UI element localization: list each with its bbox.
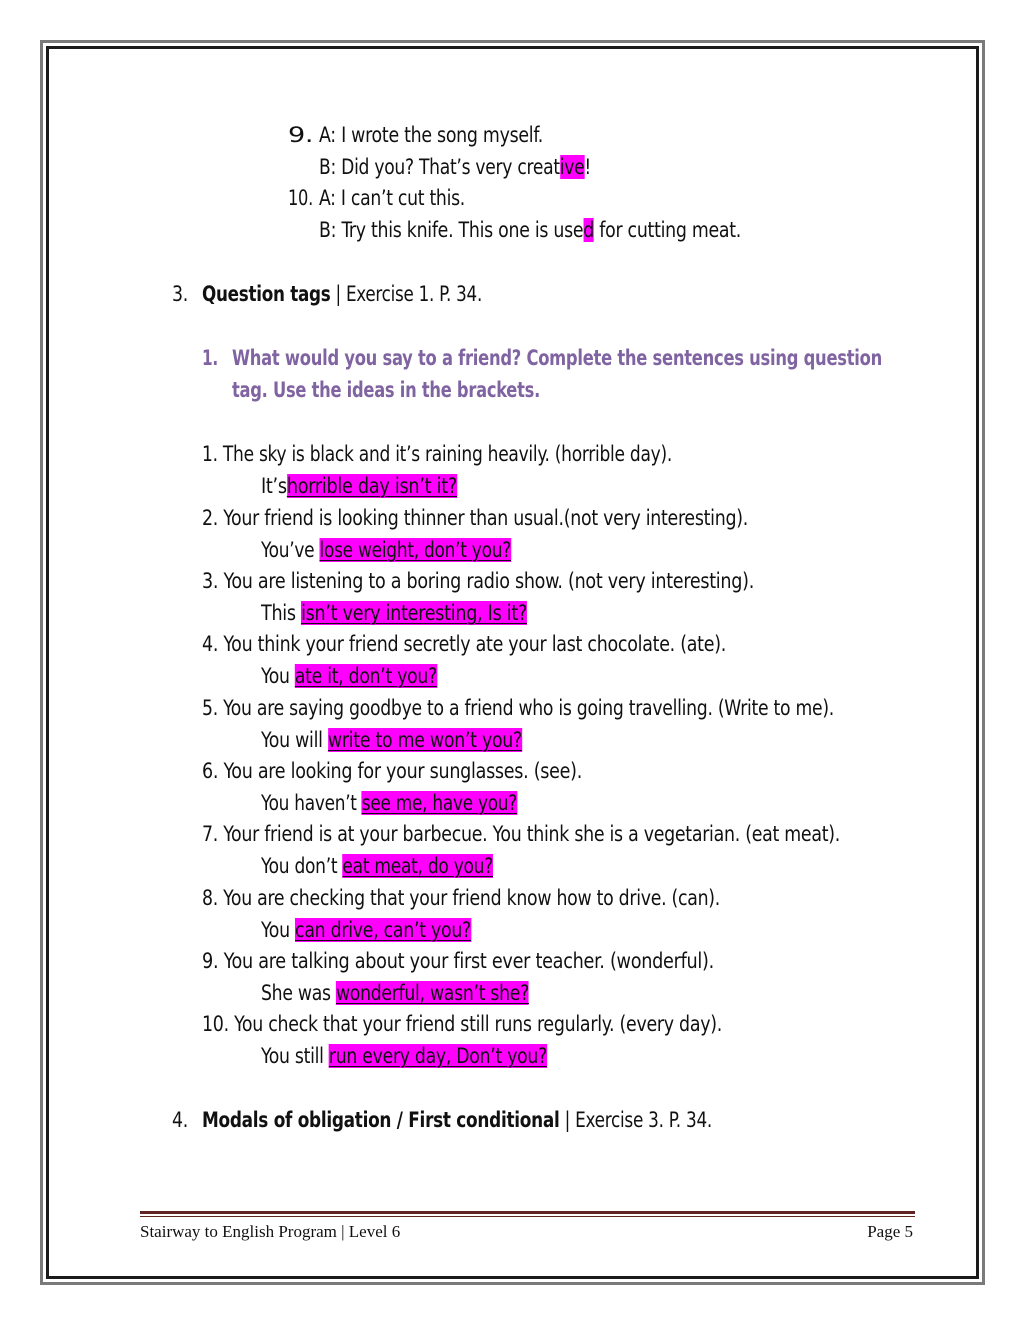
section-number: 3.: [172, 282, 188, 306]
highlighted-answer: can drive, can’t you?: [295, 918, 471, 942]
highlighted-answer: isn’t very interesting, Is it?: [301, 601, 527, 625]
answer-line: You ate it, don’t you?: [261, 664, 437, 688]
footer-program-label: Stairway to English Program | Level 6: [140, 1222, 401, 1241]
dialogue-line-b: B: Try this knife. This one is used for cutting meat.: [319, 218, 741, 242]
instruction-text: What would you say to a friend? Complete the sentences using question: [232, 346, 882, 370]
question-text: 10. You check that your friend still runs regularly. (every day).: [202, 1012, 722, 1036]
highlighted-answer: write to me won’t you?: [327, 728, 522, 752]
question-text: 7. Your friend is at your barbecue. You think she is a vegetarian. (eat meat).: [202, 822, 840, 846]
section-number: 4.: [172, 1108, 188, 1132]
highlighted-answer: run every day, Don’t you?: [328, 1044, 547, 1068]
question-text: 8. You are checking that your friend know how to drive. (can).: [202, 886, 720, 910]
section-title: Modals of obligation / First conditional: [202, 1108, 560, 1132]
highlighted-answer: wonderful, wasn’t she?: [335, 981, 529, 1005]
item-number: 10.: [288, 186, 313, 210]
question-text: 5. You are saying goodbye to a friend who is going travelling. (Write to me).: [202, 696, 834, 720]
highlighted-answer: d: [583, 218, 595, 242]
highlighted-answer: lose weight, don’t you?: [319, 538, 511, 562]
instruction-text: tag. Use the ideas in the brackets.: [232, 378, 540, 402]
item-number: 9.: [288, 123, 313, 147]
dialogue-line-a: A: I wrote the song myself.: [319, 123, 543, 147]
section-title-line: [202, 1107, 712, 1133]
answer-line: This isn’t very interesting, Is it?: [261, 601, 527, 625]
answer-line: You’ve lose weight, don’t you?: [261, 538, 511, 562]
answer-line: You will write to me won’t you?: [261, 728, 522, 752]
question-text: 6. You are looking for your sunglasses. (see).: [202, 759, 582, 783]
answer-line: You don’t eat meat, do you?: [261, 854, 493, 878]
answer-line: You still run every day, Don’t you?: [261, 1044, 547, 1068]
answer-line: You can drive, can’t you?: [261, 918, 471, 942]
footer-rule: [140, 1211, 915, 1214]
highlighted-answer: ive: [559, 155, 585, 179]
answer-line: She was wonderful, wasn’t she?: [261, 981, 529, 1005]
highlighted-answer: eat meat, do you?: [342, 854, 493, 878]
section-reference: | Exercise 1. P. 34.: [330, 282, 482, 306]
question-text: 1. The sky is black and it’s raining heavily. (horrible day).: [202, 442, 672, 466]
highlighted-answer: see me, have you?: [361, 791, 517, 815]
section-reference: | Exercise 3. P. 34.: [559, 1108, 712, 1132]
highlighted-answer: horrible day isn’t it?: [286, 474, 457, 498]
dialogue-line-b: B: Did you? That’s very creative!: [319, 155, 591, 179]
highlighted-answer: ate it, don’t you?: [294, 664, 437, 688]
answer-line: You haven’t see me, have you?: [261, 791, 517, 815]
question-text: 3. You are listening to a boring radio show. (not very interesting).: [202, 569, 754, 593]
dialogue-line-a: A: I can’t cut this.: [319, 186, 465, 210]
question-text: 9. You are talking about your first ever teacher. (wonderful).: [202, 949, 714, 973]
question-text: 2. Your friend is looking thinner than usual.(not very interesting).: [202, 506, 748, 530]
question-text: 4. You think your friend secretly ate your last chocolate. (ate).: [202, 632, 726, 656]
instruction-number: 1.: [202, 346, 218, 370]
footer-page-number: Page 5: [867, 1222, 913, 1241]
footer-rule: [140, 1216, 915, 1217]
section-title: Question tags: [202, 282, 331, 306]
section-title-line: [202, 281, 482, 307]
answer-line: It’shorrible day isn’t it?: [261, 474, 457, 498]
